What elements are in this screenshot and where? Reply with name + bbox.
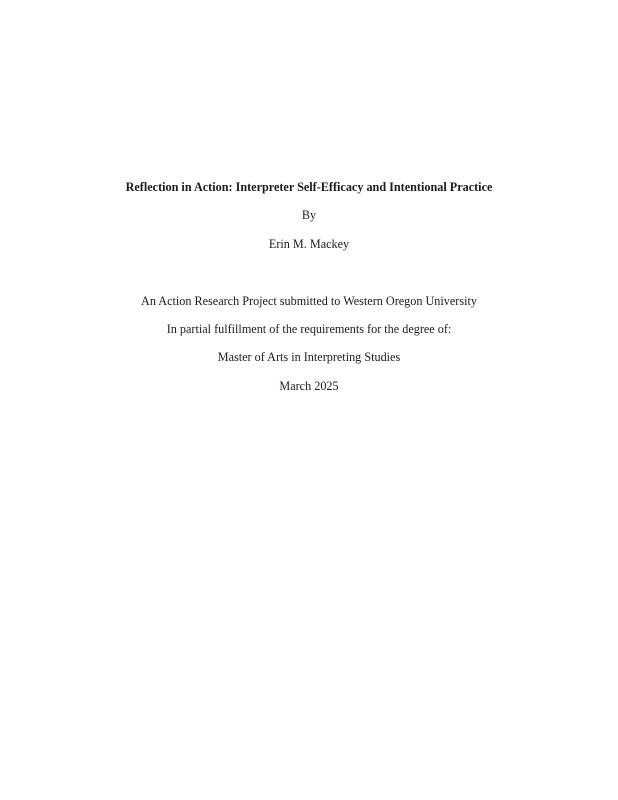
fulfillment-statement: In partial fulfillment of the requirements for the degree of:	[166, 322, 452, 337]
submission-statement: An Action Research Project submitted to Western Oregon University	[141, 293, 477, 308]
publication-date: March 2025	[279, 378, 339, 393]
byline-label: By	[301, 208, 317, 223]
author-name: Erin M. Mackey	[268, 236, 350, 251]
document-title: Reflection in Action: Interpreter Self-Efficacy and Intentional Practice	[125, 180, 493, 194]
spacer-line	[0, 258, 618, 286]
degree-name: Master of Arts in Interpreting Studies	[217, 350, 401, 365]
